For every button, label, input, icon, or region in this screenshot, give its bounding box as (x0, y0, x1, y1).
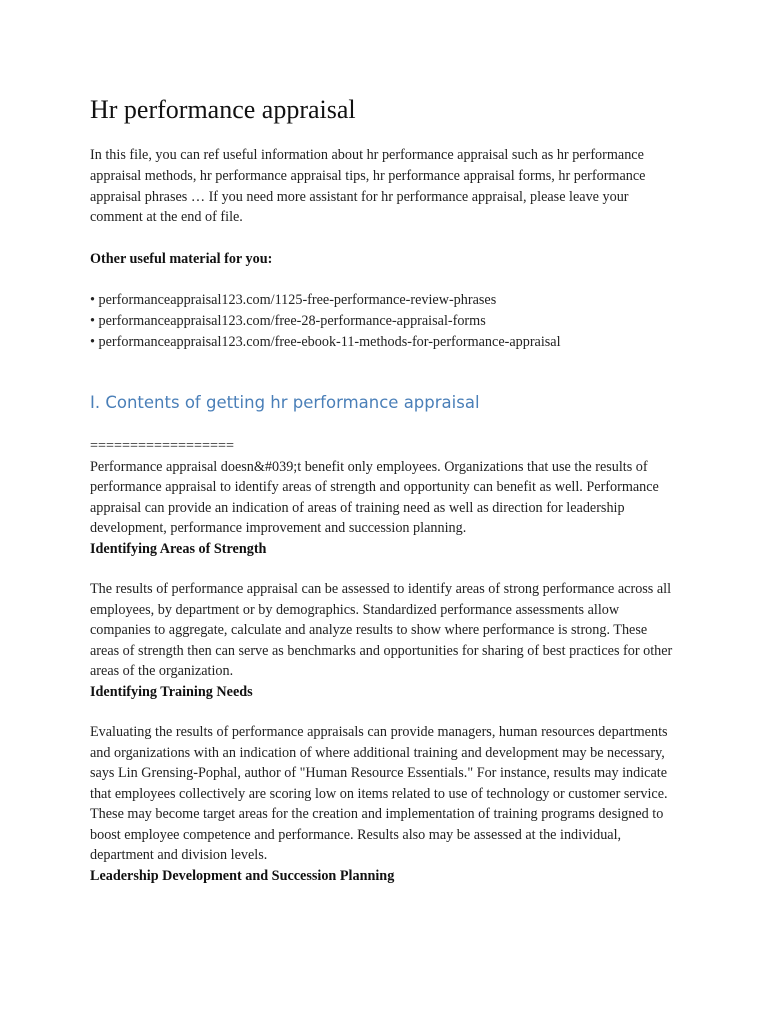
subheading-leadership: Leadership Development and Succession Planning (90, 867, 395, 884)
other-material-heading: Other useful material for you: (90, 251, 273, 267)
body-paragraph: Evaluating the results of performance appraisals can provide managers, human resources departments and organizations with an indication of where additional training and development may be necessary, says Lin Grensing-Pophal, author of "Human Resource Essentials." For instance, results may indicate that employees collectively are scoring low on items related to use of technology or customer service. These may become target areas for the creation and implementation of training programs designed to boost employee competence and performance. Results also may be assessed at the individual, department and division levels. (90, 724, 668, 863)
content-block-strength (90, 579, 675, 702)
section-heading: I. Contents of getting hr performance appraisal (90, 393, 480, 412)
useful-links-list (90, 290, 561, 353)
content-block-intro (90, 436, 675, 559)
list-item: • performanceappraisal123.com/free-28-performance-appraisal-forms (90, 313, 486, 329)
subheading-strength: Identifying Areas of Strength (90, 540, 267, 557)
separator-line: ================== (90, 438, 235, 454)
body-paragraph: Performance appraisal doesn&#039;t benefit only employees. Organizations that use the results of performance appraisal to identify areas of strength and opportunity can benefit as well. Performance appraisal can provide an indication of areas of training need as well as direction for leadership development, performance improvement and succession planning. (90, 458, 659, 536)
intro-paragraph: In this file, you can ref useful information about hr performance appraisal such as hr performance appraisal methods, hr performance appraisal tips, hr performance appraisal forms, hr performance appraisal phrases … If you need more assistant for hr performance appraisal, please leave your comment at the end of file. (90, 147, 646, 226)
list-item: • performanceappraisal123.com/1125-free-performance-review-phrases (90, 292, 497, 308)
body-paragraph: The results of performance appraisal can be assessed to identify areas of strong performance across all employees, by department or by demographics. Standardized performance assessments allow companies to aggregate, calculate and analyze results to show where performance is strong. These areas of strength then can serve as benchmarks and opportunities for sharing of best practices for other areas of the organization. (90, 581, 673, 679)
content-block-training (90, 722, 675, 886)
document-title: Hr performance appraisal (90, 95, 356, 124)
subheading-training: Identifying Training Needs (90, 683, 253, 700)
list-item: • performanceappraisal123.com/free-ebook-11-methods-for-performance-appraisal (90, 334, 561, 350)
